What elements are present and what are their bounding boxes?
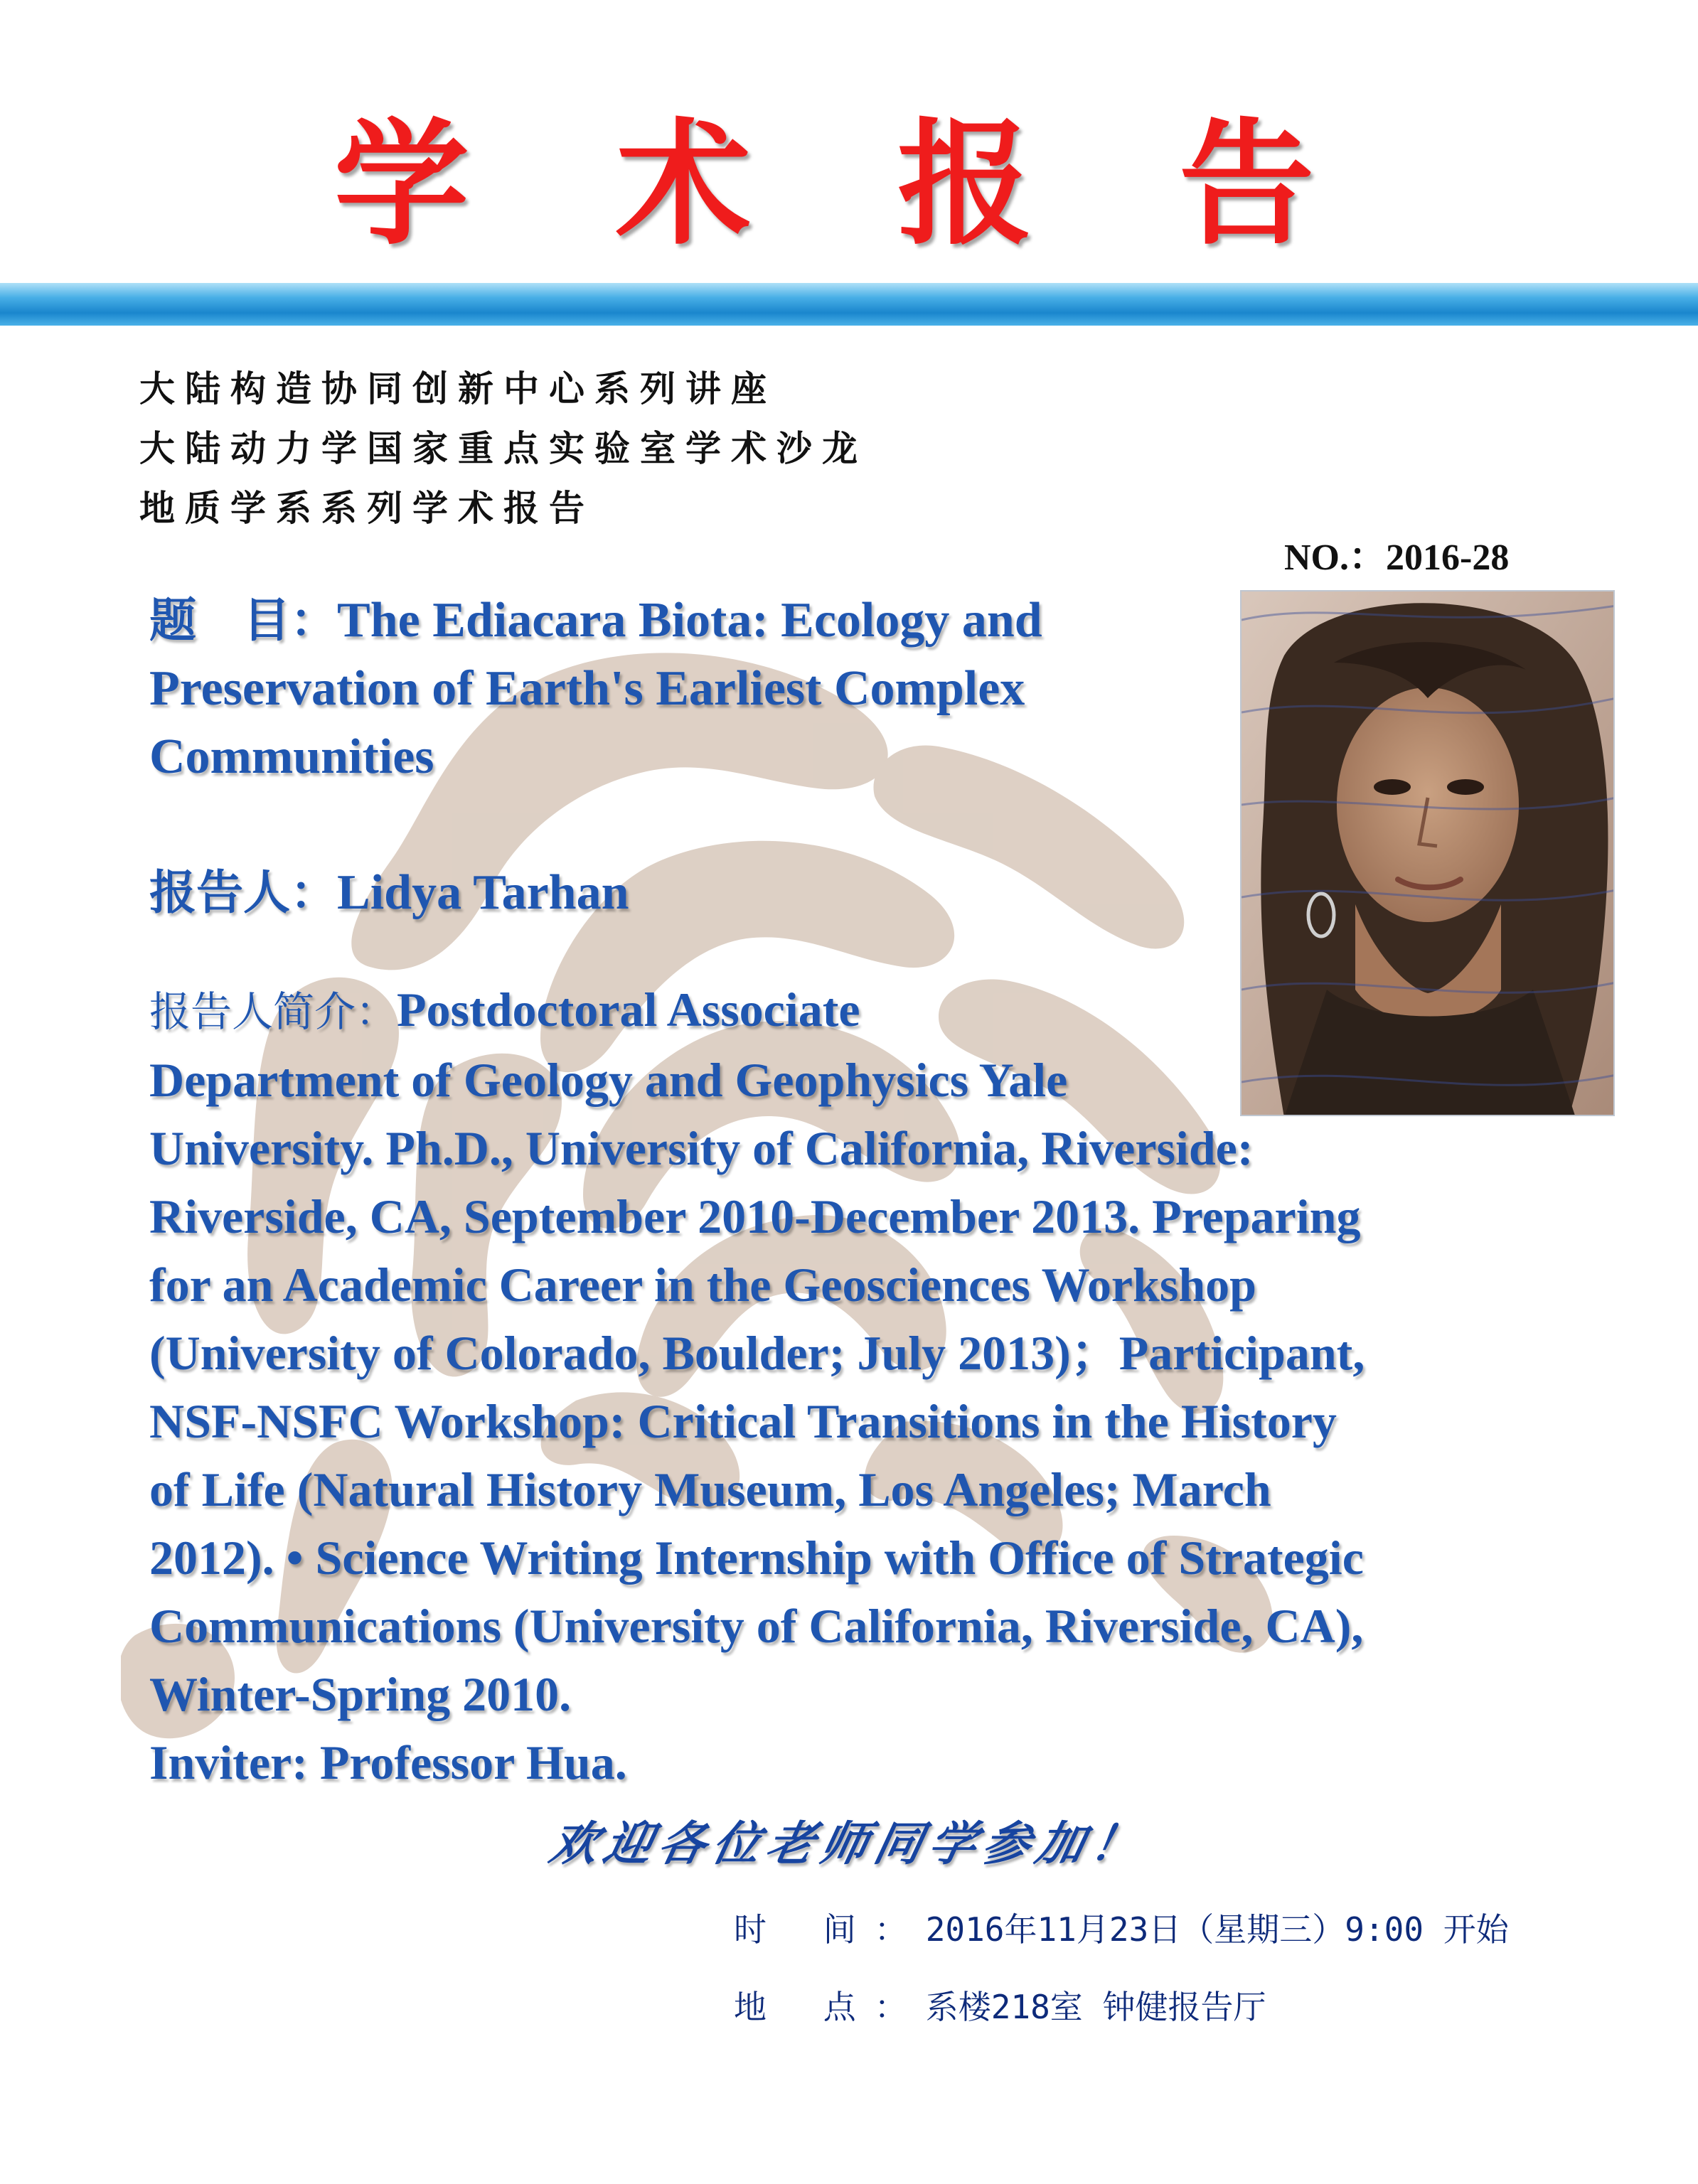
poster-title: 学 术 报 告 [333,106,1365,263]
bio-line: of Life (Natural History Museum, Los Angeles; March [149,1462,1271,1516]
bio-line [149,975,1365,1046]
welcome-message: 欢迎各位老师同学参加！ [545,1816,1151,1871]
place-label: 地 点： [734,1988,926,2026]
bio-line: Department of Geology and Geophysics Yale [149,1053,1068,1107]
title-text: The Ediacara Biota: Ecology and [337,593,1042,648]
series-line: 地质学系系列学术报告 [139,488,594,529]
title-line: Communities [149,729,434,784]
title-label: 题 目： [149,593,337,648]
speaker-line [149,859,629,927]
bio-line: 2012). • Science Writing Internship with Office of Strategic [149,1531,1364,1585]
event-time [734,1904,1509,1951]
speaker-name: Lidya Tarhan [337,865,629,920]
lecture-series-list [139,359,867,538]
event-place [734,1981,1266,2028]
time-label: 时 间： [734,1910,926,1949]
header-band [0,283,1698,326]
bio-line: NSF-NSFC Workshop: Critical Transitions in the History [149,1394,1337,1448]
report-number: NO.：2016-28 [1284,537,1510,578]
title-line: Preservation of Earth's Earliest Complex [149,661,1025,716]
place-value: 系楼218室 钟健报告厅 [925,1988,1266,2026]
series-line: 大陆构造协同创新中心系列讲座 [139,368,776,410]
bio-line: Communications (University of California, Riverside, CA), [149,1599,1364,1653]
bio-line: Inviter: Professor Hua. [149,1735,627,1789]
bio-text: Postdoctoral Associate [397,983,860,1037]
time-value: 2016年11月23日（星期三）9:00 开始 [925,1910,1509,1949]
bio-line: Riverside, CA, September 2010-December 2013. Preparing [149,1189,1361,1243]
talk-title [149,587,1230,791]
title-line [149,587,1230,655]
bio-line: Winter-Spring 2010. [149,1667,572,1721]
bio-label: 报告人简介： [149,987,397,1036]
bio-line: for an Academic Career in the Geosciences Workshop [149,1258,1256,1312]
speaker-bio [149,975,1365,1797]
bio-line: University. Ph.D., University of California, Riverside: [149,1121,1254,1175]
speaker-label: 报告人： [149,865,337,920]
bio-line: (University of Colorado, Boulder; July 2013)；Participant, [149,1326,1365,1380]
series-line: 大陆动力学国家重点实验室学术沙龙 [139,428,867,469]
